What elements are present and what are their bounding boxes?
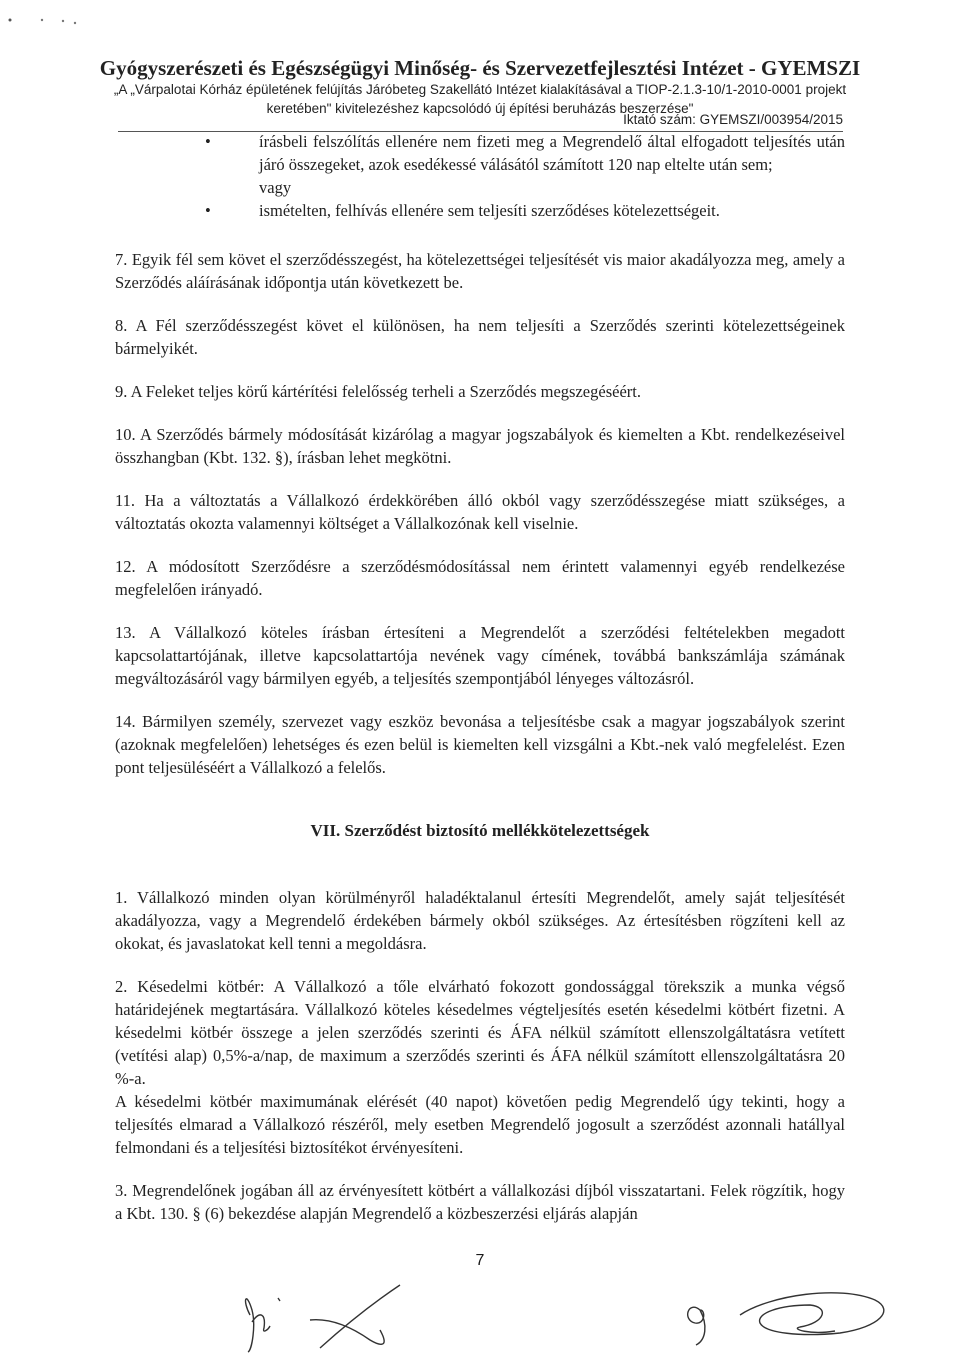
document-header bbox=[0, 56, 960, 118]
bullet-item: • ismételten, felhívás ellenére sem teljesíti szerződéses kötelezettségeit. bbox=[205, 201, 720, 220]
project-line-1: „A „Várpalotai Kórház épületének felújítás Járóbeteg Szakellátó Intézet kialakításával a TIOP-2.1.3-10/1-2010-0001 projekt bbox=[113, 82, 847, 97]
paragraph-9: 9. A Feleket teljes körű kártérítési felelősség terheli a Szerződés megszegéséért. bbox=[115, 382, 641, 401]
document-body bbox=[115, 130, 845, 1225]
page-number: 7 bbox=[475, 1252, 485, 1269]
paragraph-11: 11. Ha a változtatás a Vállalkozó érdekkörében álló okból vagy szerződésszegése miatt szükséges, a változtatás okozta valamennyi költséget a Vállalkozónak kell viselnie. bbox=[115, 491, 845, 533]
paragraph-8: 8. A Fél szerződésszegést követ el különösen, ha nem teljesíti a Szerződés szerinti kötelezettségeinek bármelyikét. bbox=[115, 316, 845, 358]
bullet-or: vagy bbox=[259, 178, 292, 197]
project-line-2: keretében" kivitelezéshez kapcsolódó új építési beruházás beszerzése" bbox=[266, 101, 694, 116]
section-paragraph-2b: A késedelmi kötbér maximumának elérését (40 napot) követően pedig Megrendelő úgy tekinti, hogy a teljesítés elmarad a Vállalkozó részéről, mely esetben Megrendelő jogosult a szerződést azonnali hatállyal felmondani és a teljesítési biztosítékot érvényesíteni. bbox=[115, 1092, 845, 1157]
paragraph-10: 10. A Szerződés bármely módosítását kizárólag a magyar jogszabályok és kiemelten a Kbt. rendelkezéseivel összhangban (Kbt. 132. §), írásban lehet megkötni. bbox=[115, 425, 845, 467]
bullet-list bbox=[115, 130, 845, 222]
signature-right bbox=[660, 1265, 900, 1355]
scan-marks bbox=[0, 0, 960, 40]
signature-left bbox=[230, 1270, 430, 1360]
section-paragraph-2: 2. Késedelmi kötbér: A Vállalkozó a tőle elvárható fokozott gondossággal törekszik a munka végső határidejének megtartására. Vállalkozó köteles késedelmes végteljesítés esetén késedelmi kötbért fizetni. A késedelmi kötbér összege a jelen szerződés szerinti és ÁFA nélkül számított ellenszolgáltatásra vetített (vetítési alap) 0,5%-a/nap, de maximum a szerződés szerinti és ÁFA nélkül számított ellenszolgáltatásra 20 %-a. bbox=[115, 977, 845, 1088]
section-paragraph-3: 3. Megrendelőnek jogában áll az érvényesített kötbért a vállalkozási díjból visszatartani. Felek rögzítik, hogy a Kbt. 130. § (6) bekezdése alapján Megrendelő a közbeszerzési eljárás alapján bbox=[115, 1181, 845, 1223]
section-paragraph-1: 1. Vállalkozó minden olyan körülményről haladéktalanul értesíti Megrendelőt, amely saját teljesítését akadályozza, vagy a Megrendelő érdekében bármely okból szükséges. Az értesítésben rögzíteni kell az okokat, és javaslatokat kell tenni a megoldásra. bbox=[115, 888, 845, 953]
bullet-icon: • bbox=[205, 132, 211, 151]
paragraph-13: 13. A Vállalkozó köteles írásban értesíteni a Megrendelőt a szerződési feltételekben megadott kapcsolattartójának, illetve kapcsolattartója nevének vagy címének, továbbá bankszámlája számának megváltozásáról vagy bármilyen egyéb, a teljesítés szempontjából lényeges változásról. bbox=[115, 623, 845, 688]
section-title: VII. Szerződést biztosító mellékkötelezettségek bbox=[310, 821, 650, 840]
paragraph-7: 7. Egyik fél sem követ el szerződésszegést, ha kötelezettségei teljesítését vis maior akadályozza meg, amely a Szerződés aláírásának időpontja után következett be. bbox=[115, 250, 845, 292]
registration-number: Iktató szám: GYEMSZI/003954/2015 bbox=[623, 112, 843, 127]
institute-name: Gyógyszerészeti és Egészségügyi Minőség- és Szervezetfejlesztési Intézet - GYEMSZI bbox=[99, 56, 861, 80]
paragraph-14: 14. Bármilyen személy, szervezet vagy eszköz bevonása a teljesítésbe csak a magyar jogszabályok szerint (azoknak megfelelően) lehetséges és ezen belül is kiemelten kell vizsgálni a Kbt.-nek való megfelelést. Ezen pont teljesüléséért a Vállalkozó a felelős. bbox=[115, 712, 845, 777]
paragraph-12: 12. A módosított Szerződésre a szerződésmódosítással nem érintett valamennyi egyéb rendelkezése megfelelően irányadó. bbox=[115, 557, 845, 599]
bullet-icon: • bbox=[205, 201, 211, 220]
bullet-item: • írásbeli felszólítás ellenére nem fizeti meg a Megrendelő által elfogadott teljesítés után járó összegeket, azok esedékessé válásától számított 120 nap eltelte után sem; bbox=[205, 132, 845, 174]
